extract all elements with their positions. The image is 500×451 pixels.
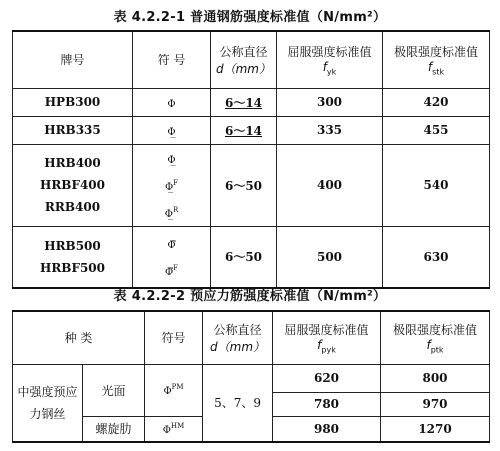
rebar-symbol: [135, 257, 208, 284]
rebar-symbol-sup: F: [173, 178, 179, 187]
symbol-hm-glyph: Φ: [162, 424, 171, 436]
header-symbol-2: 符号: [145, 311, 203, 364]
rebar-symbol-glyph: Φ: [167, 98, 176, 110]
header-yield-l1: 屈服强度标准值: [287, 45, 372, 60]
symbol-cell: [133, 88, 211, 116]
diameter-cell: [211, 144, 277, 226]
symbol-hm: [145, 416, 203, 442]
rebar-symbol: [135, 89, 208, 116]
yield-cell: [277, 144, 383, 226]
ultimate-cell: [383, 88, 490, 116]
grade-name: HRB335: [44, 123, 101, 137]
ultimate-cell-text: 455: [423, 123, 449, 137]
ultimate-cell: [383, 144, 490, 226]
rebar-symbol-sup: R: [172, 205, 179, 214]
header-diameter2-l1: 公称直径: [213, 322, 262, 337]
diameter-cell-text: 6～50: [224, 178, 263, 193]
header-diameter2-l2: d（mm）: [210, 339, 266, 354]
yield-cell: 620: [273, 364, 381, 392]
header-yield2-l1: 屈服强度标准值: [284, 323, 369, 338]
grade-cell: [13, 144, 133, 226]
header-grade: 牌号: [13, 31, 133, 88]
rebar-symbol-glyph: Φ̿: [164, 266, 174, 278]
table1-header-row: [13, 31, 490, 88]
symbol-pm-sup: PM: [171, 383, 184, 391]
table2-caption: 表 4.2.2-2 预应力筋强度标准值（N/mm²）: [113, 289, 387, 304]
diameter-cell-text: 6～14: [224, 123, 263, 138]
diameter-cell: [211, 226, 277, 288]
yield-cell-text: 500: [316, 249, 343, 264]
yield-cell: [277, 88, 383, 116]
ultimate-cell-text: 540: [423, 178, 449, 192]
yield-cell-text: 400: [316, 178, 343, 192]
ultimate-cell-text: 630: [423, 249, 449, 264]
rebar-symbol-glyph: Φ̲: [167, 126, 176, 138]
ultimate-cell: [383, 226, 490, 288]
table1-caption: 表 4.2.2-1 普通钢筋强度标准值（N/mm²）: [113, 10, 387, 25]
grade-name: HRB400: [44, 156, 101, 170]
header-ultimate-2: [381, 311, 490, 364]
header-yield2-subscript: pyk: [321, 345, 336, 355]
diameter-cell: [211, 116, 277, 144]
header-ultimate-l1: 极限强度标准值: [393, 45, 478, 60]
ultimate-cell: 970: [381, 392, 490, 416]
table2-row-1: [13, 364, 490, 392]
table1-row: [13, 226, 490, 288]
header-yield2-symbol: f: [317, 338, 322, 353]
diameter-cell-text: 6～50: [224, 250, 263, 265]
header-ultimate2-symbol: f: [426, 338, 431, 353]
yield-cell-text: 300: [316, 95, 343, 109]
rebar-symbol-glyph: Φ̿: [167, 239, 176, 251]
yield-cell: 780: [273, 392, 381, 416]
rebar-symbol: [135, 145, 208, 172]
ultimate-cell-text: 420: [423, 95, 449, 109]
header-ultimate-subscript: stk: [432, 67, 445, 77]
grade-name: RRB400: [44, 200, 101, 214]
header-symbol: 符 号: [133, 31, 211, 88]
yield-cell: [277, 116, 383, 144]
symbol-cell: [133, 226, 211, 288]
header-yield-2: [273, 311, 381, 364]
rebar-symbol-glyph: Φ̲: [164, 208, 173, 220]
header-diameter-l1: 公称直径: [219, 44, 268, 59]
header-ultimate2-subscript: ptk: [430, 345, 444, 355]
header-diameter-2: [203, 311, 273, 364]
symbol-hm-sup: HM: [170, 421, 185, 430]
grade-cell: [13, 116, 133, 144]
grade-name: HPB300: [44, 95, 101, 109]
table2-header-row: [13, 311, 490, 364]
header-yield: [277, 31, 383, 88]
yield-cell: 980: [273, 416, 381, 442]
grade-name: HRBF400: [39, 178, 106, 192]
rebar-symbol: [135, 172, 208, 199]
table1-body: [13, 88, 490, 288]
table1-row: [13, 88, 490, 116]
yield-cell-text: 335: [316, 123, 343, 137]
rebar-symbol: [135, 199, 208, 226]
grade-name: HRB500: [44, 238, 101, 253]
table2: [12, 310, 490, 443]
ultimate-cell: [383, 116, 490, 144]
rebar-symbol-sup: F: [173, 263, 179, 272]
grade-cell: [13, 226, 133, 288]
grade-cell: [13, 88, 133, 116]
header-yield-symbol: f: [322, 60, 327, 75]
rebar-symbol: [135, 117, 208, 144]
symbol-pm-glyph: Φ: [163, 386, 172, 397]
header-yield-subscript: yk: [326, 67, 337, 77]
surface-spiral: 螺旋肋: [83, 416, 145, 442]
category-cell: 中强度预应力钢丝: [13, 364, 83, 442]
header-diameter-l2: d（mm）: [216, 61, 271, 76]
diameter-cell-text: 6～14: [224, 95, 263, 110]
ultimate-cell: 1270: [381, 416, 490, 442]
ultimate-cell: 800: [381, 364, 490, 392]
table1: [12, 30, 490, 289]
grade-name: HRBF500: [39, 260, 106, 275]
header-kind: 种 类: [13, 311, 145, 364]
rebar-symbol-glyph: Φ̲: [164, 181, 174, 193]
diameter-cell: [211, 88, 277, 116]
symbol-cell: [133, 144, 211, 226]
table1-row: [13, 144, 490, 226]
header-diameter: [211, 31, 277, 88]
diameter-cell-2: 5、7、9: [203, 364, 273, 442]
table1-row: [13, 116, 490, 144]
header-ultimate-symbol: f: [427, 60, 433, 75]
rebar-symbol: [135, 230, 208, 257]
symbol-pm: [145, 364, 203, 416]
rebar-symbol-glyph: Φ̲: [167, 154, 176, 166]
header-ultimate2-l1: 极限强度标准值: [393, 323, 478, 338]
symbol-cell: [133, 116, 211, 144]
header-ultimate: [383, 31, 490, 88]
yield-cell: [277, 226, 383, 288]
surface-smooth: 光面: [83, 364, 145, 416]
